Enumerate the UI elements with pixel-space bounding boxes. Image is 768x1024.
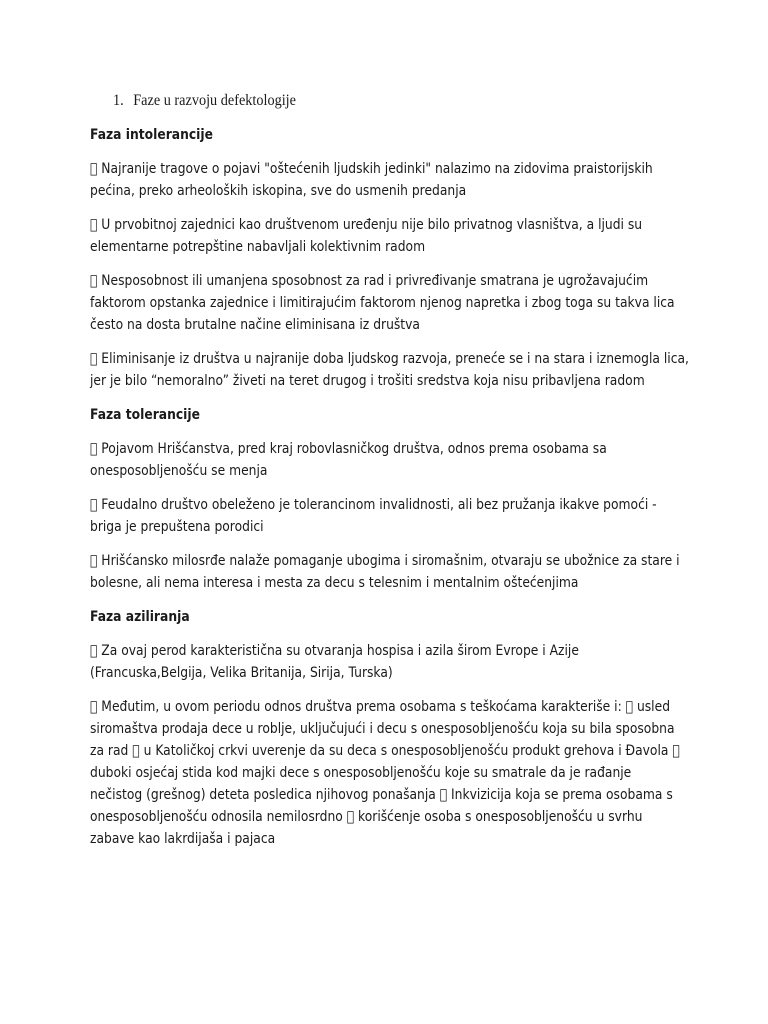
bullet-paragraph bbox=[90, 550, 690, 594]
paragraph-line: zabave kao lakrdijaša i pajaca bbox=[90, 831, 276, 847]
bullet-paragraph bbox=[90, 696, 690, 850]
numbered-heading bbox=[113, 92, 296, 110]
paragraph-line: Hrišćansko milosrđe nalaže pomaganje ubogima i siromašnim, otvaraju se ubožnice za stare i bbox=[90, 553, 669, 569]
paragraph-line: Eliminisanje iz društva u najranije doba ljudskog razvoja, preneće se i na stara i iznemogla lica, bbox=[90, 351, 678, 367]
bullet-paragraph bbox=[90, 494, 690, 538]
heading-text: Faze u razvoju defektologije bbox=[133, 92, 296, 109]
paragraph-line: nečistog (grešnog) deteta posledica njihovog ponašanja Inkvizicija koja se prema osobama s bbox=[90, 787, 662, 803]
paragraph-line: briga je prepuštena porodici bbox=[90, 519, 264, 535]
paragraph-line: Feudalno društvo obeleženo je tolerancinom invalidnosti, ali bez pružanja ikakve pomoći - bbox=[90, 497, 646, 513]
section-title: Faza tolerancije bbox=[90, 407, 200, 423]
paragraph-line: bolesne, ali nema interesa i mesta za decu s telesnim i mentalnim oštećenjima bbox=[90, 575, 579, 591]
paragraph-line: za rad u Katoličkoj crkvi uverenje da su deca s onesposobljenošću produkt grehova i Đavola bbox=[90, 743, 658, 759]
bullet-paragraph bbox=[90, 640, 690, 684]
paragraph-line: faktorom opstanka zajednice i limitirajućim faktorom njenog napretka i zbog toga su takva lica bbox=[90, 295, 675, 311]
bullet-paragraph bbox=[90, 214, 690, 258]
paragraph-line: Međutim, u ovom periodu odnos društva prema osobama s teškoćama karakteriše i: usled bbox=[90, 699, 648, 715]
paragraph-line: Nesposobnost ili umanjena sposobnost za rad i privređivanje smatrana je ugrožavajućim bbox=[90, 273, 637, 289]
bullet-paragraph bbox=[90, 348, 690, 392]
paragraph-line: jer je bilo “nemoralno” živeti na teret drugog i trošiti sredstva koja nisu pribavljena radom bbox=[90, 373, 645, 389]
paragraph-line: Najranije tragove o pojavi "oštećenih ljudskih jedinki" nalazimo na zidovima praistorijskih bbox=[90, 161, 642, 177]
bullet-paragraph bbox=[90, 438, 690, 482]
paragraph-line: pećina, preko arheoloških iskopina, sve do usmenih predanja bbox=[90, 183, 467, 199]
paragraph-line: Za ovaj perod karakteristična su otvaranja hospisa i azila širom Evrope i Azije bbox=[90, 643, 568, 659]
bullet-paragraph bbox=[90, 158, 690, 202]
paragraph-line: U prvobitnoj zajednici kao društvenom uređenju nije bilo privatnog vlasništva, a ljudi su bbox=[90, 217, 631, 233]
section-title: Faza intolerancije bbox=[90, 127, 213, 143]
paragraph-line: elementarne potrepštine nabavljali kolektivnim radom bbox=[90, 239, 426, 255]
paragraph-line: često na dosta brutalne načine eliminisana iz društva bbox=[90, 317, 420, 333]
paragraph-line: onesposobljenošću odnosila nemilosrdno korišćenje osoba s onesposobljenošću u svrhu bbox=[90, 809, 632, 825]
paragraph-line: siromaštva prodaja dece u roblje, uključujući i decu s onesposobljenošću koja su bila sposobna bbox=[90, 721, 675, 737]
list-number: 1. bbox=[113, 92, 124, 109]
paragraph-line: Pojavom Hrišćanstva, pred kraj robovlasničkog društva, odnos prema osobama sa bbox=[90, 441, 596, 457]
paragraph-line: (Francuska,Belgija, Velika Britanija, Sirija, Turska) bbox=[90, 665, 393, 681]
paragraph-line: onesposobljenošću se menja bbox=[90, 463, 268, 479]
document-body bbox=[90, 124, 690, 862]
bullet-paragraph bbox=[90, 270, 690, 336]
paragraph-line: duboki osjećaj stida kod majki dece s onesposobljenošću koje su smatrale da je rađanje bbox=[90, 765, 632, 781]
section-title: Faza aziliranja bbox=[90, 609, 190, 625]
